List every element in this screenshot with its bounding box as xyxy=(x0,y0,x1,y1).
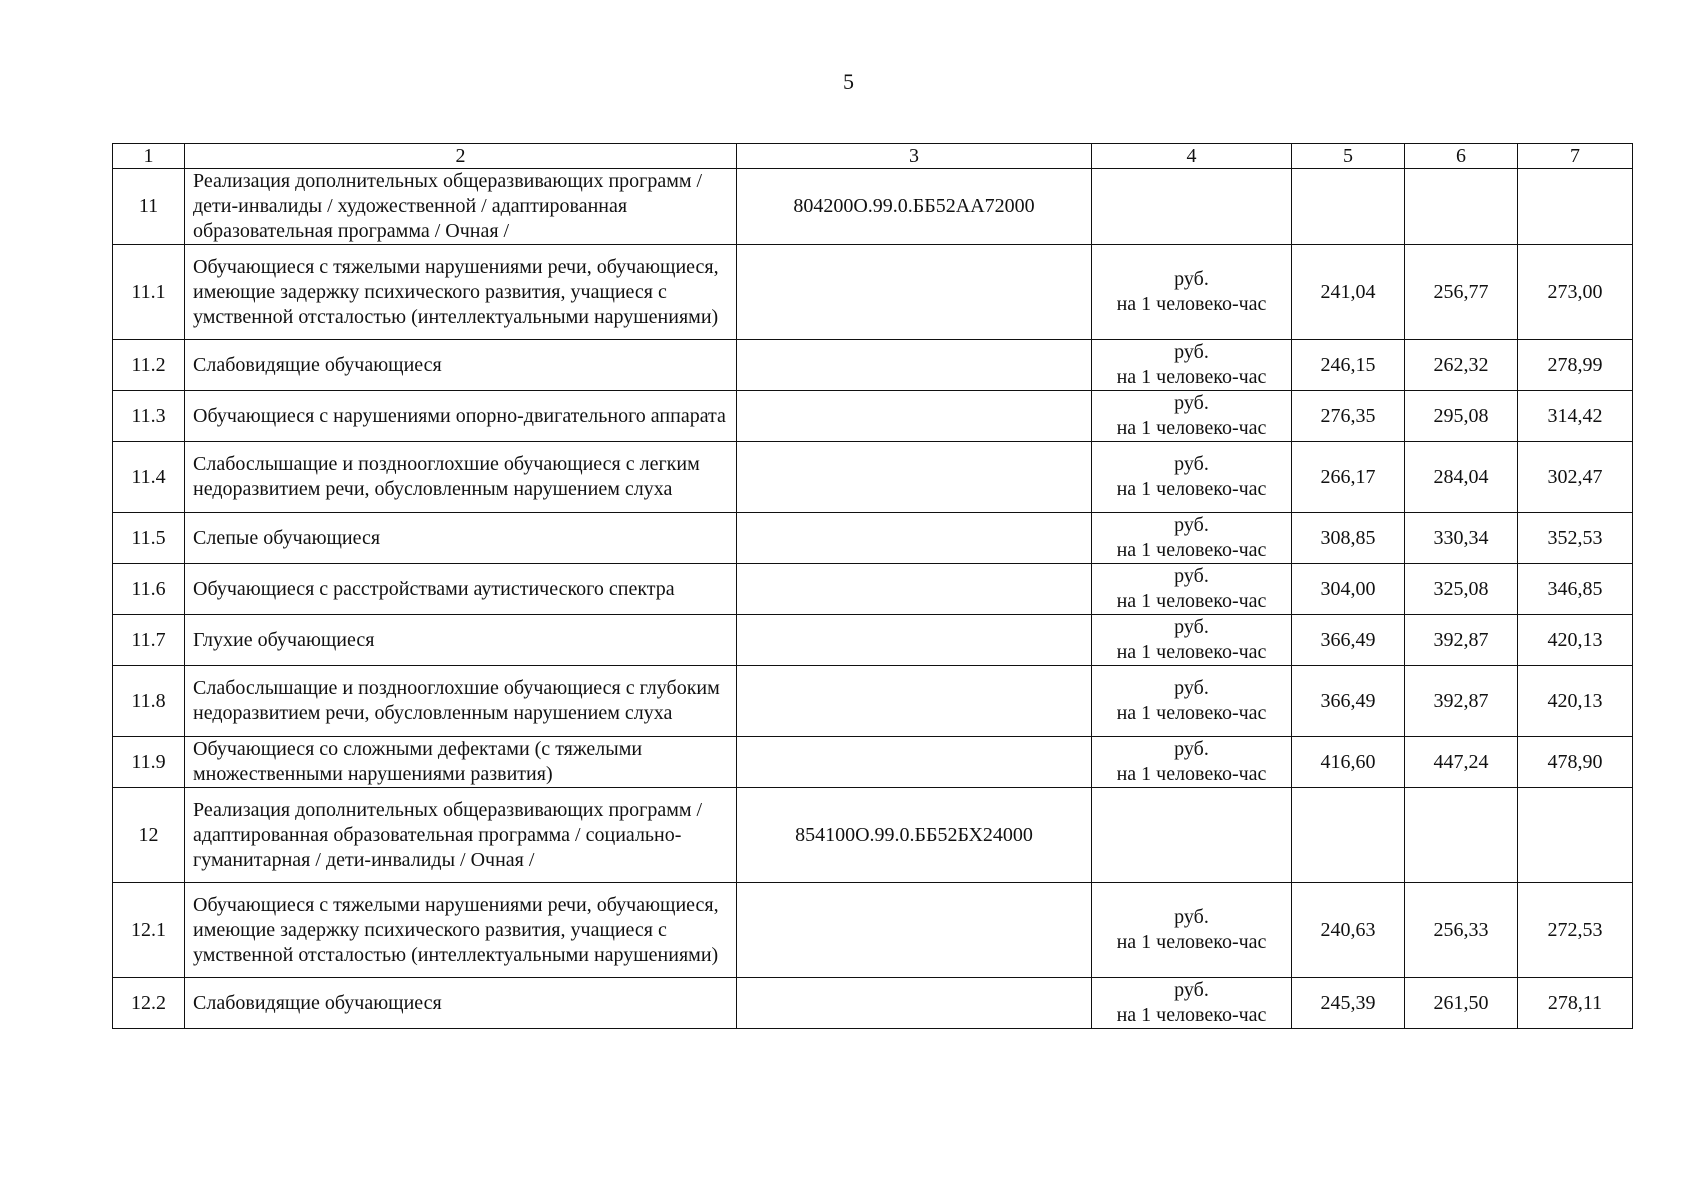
row-number: 11.3 xyxy=(113,391,185,442)
unit-measure: на 1 человеко-час xyxy=(1116,641,1267,663)
table-row xyxy=(113,442,1633,513)
row-number: 11.2 xyxy=(113,340,185,391)
unit-measure: на 1 человеко-час xyxy=(1116,1004,1267,1026)
column-header: 3 xyxy=(737,144,1092,169)
value-col7: 346,85 xyxy=(1518,564,1633,615)
column-header: 4 xyxy=(1092,144,1292,169)
column-header: 1 xyxy=(113,144,185,169)
row-unit xyxy=(1092,391,1292,442)
row-number: 12.2 xyxy=(113,978,185,1029)
value-col5: 366,49 xyxy=(1292,615,1405,666)
value-col5: 266,17 xyxy=(1292,442,1405,513)
value-col6: 447,24 xyxy=(1405,737,1518,788)
column-header: 7 xyxy=(1518,144,1633,169)
row-unit xyxy=(1092,666,1292,737)
row-unit xyxy=(1092,442,1292,513)
value-col5: 276,35 xyxy=(1292,391,1405,442)
table-row xyxy=(113,564,1633,615)
row-code xyxy=(737,513,1092,564)
table-row xyxy=(113,883,1633,978)
row-unit xyxy=(1092,564,1292,615)
row-number: 11.9 xyxy=(113,737,185,788)
row-name: Обучающиеся со сложными дефектами (с тяжелыми множественными нарушениями развития) xyxy=(185,737,737,788)
row-name: Обучающиеся с нарушениями опорно-двигательного аппарата xyxy=(185,391,737,442)
row-unit xyxy=(1092,245,1292,340)
unit-measure: на 1 человеко-час xyxy=(1116,931,1267,953)
row-number: 12 xyxy=(113,788,185,883)
row-unit xyxy=(1092,978,1292,1029)
row-number: 11.6 xyxy=(113,564,185,615)
value-col7 xyxy=(1518,788,1633,883)
value-col6: 256,77 xyxy=(1405,245,1518,340)
value-col6: 261,50 xyxy=(1405,978,1518,1029)
value-col5 xyxy=(1292,788,1405,883)
value-col5: 246,15 xyxy=(1292,340,1405,391)
unit-currency: руб. xyxy=(1174,514,1209,536)
row-unit xyxy=(1092,788,1292,883)
value-col5: 240,63 xyxy=(1292,883,1405,978)
value-col6 xyxy=(1405,788,1518,883)
row-unit xyxy=(1092,340,1292,391)
row-name: Реализация дополнительных общеразвивающих программ / дети-инвалиды / художественной / адаптированная образовательная программа / Очная / xyxy=(185,169,737,245)
value-col7: 478,90 xyxy=(1518,737,1633,788)
value-col6: 256,33 xyxy=(1405,883,1518,978)
value-col5: 366,49 xyxy=(1292,666,1405,737)
unit-currency: руб. xyxy=(1174,341,1209,363)
unit-currency: руб. xyxy=(1174,979,1209,1001)
unit-currency: руб. xyxy=(1174,906,1209,928)
value-col7: 420,13 xyxy=(1518,615,1633,666)
unit-measure: на 1 человеко-час xyxy=(1116,293,1267,315)
table-header-row xyxy=(113,144,1633,169)
row-code xyxy=(737,615,1092,666)
column-header: 6 xyxy=(1405,144,1518,169)
unit-measure: на 1 человеко-час xyxy=(1116,539,1267,561)
row-name: Обучающиеся с расстройствами аутистического спектра xyxy=(185,564,737,615)
row-code xyxy=(737,666,1092,737)
row-code xyxy=(737,391,1092,442)
unit-currency: руб. xyxy=(1174,738,1209,760)
unit-currency: руб. xyxy=(1174,616,1209,638)
row-name: Обучающиеся с тяжелыми нарушениями речи, обучающиеся, имеющие задержку психического развития, учащиеся с умственной отсталостью (интеллектуальными нарушениями) xyxy=(185,245,737,340)
row-name: Слабовидящие обучающиеся xyxy=(185,340,737,391)
value-col6: 392,87 xyxy=(1405,615,1518,666)
row-name: Слабослышащие и позднооглохшие обучающиеся с легким недоразвитием речи, обусловленным нарушением слуха xyxy=(185,442,737,513)
value-col6 xyxy=(1405,169,1518,245)
unit-measure: на 1 человеко-час xyxy=(1116,478,1267,500)
table-row xyxy=(113,340,1633,391)
row-number: 12.1 xyxy=(113,883,185,978)
value-col7: 278,11 xyxy=(1518,978,1633,1029)
table-row xyxy=(113,978,1633,1029)
unit-currency: руб. xyxy=(1174,565,1209,587)
row-code xyxy=(737,883,1092,978)
unit-measure: на 1 человеко-час xyxy=(1116,763,1267,785)
page-number: 5 xyxy=(843,69,854,94)
row-unit xyxy=(1092,615,1292,666)
value-col6: 330,34 xyxy=(1405,513,1518,564)
table-row xyxy=(113,513,1633,564)
row-name: Реализация дополнительных общеразвивающих программ / адаптированная образовательная программа / социально-гуманитарная / дети-инвалиды / Очная / xyxy=(185,788,737,883)
unit-measure: на 1 человеко-час xyxy=(1116,366,1267,388)
row-number: 11 xyxy=(113,169,185,245)
unit-currency: руб. xyxy=(1174,677,1209,699)
table-row xyxy=(113,666,1633,737)
value-col5: 304,00 xyxy=(1292,564,1405,615)
value-col7: 273,00 xyxy=(1518,245,1633,340)
row-unit xyxy=(1092,883,1292,978)
value-col6: 325,08 xyxy=(1405,564,1518,615)
row-code xyxy=(737,564,1092,615)
tariff-table xyxy=(112,143,1633,1029)
unit-measure: на 1 человеко-час xyxy=(1116,590,1267,612)
row-code xyxy=(737,737,1092,788)
table-row xyxy=(113,245,1633,340)
row-number: 11.5 xyxy=(113,513,185,564)
row-name: Слабослышащие и позднооглохшие обучающиеся с глубоким недоразвитием речи, обусловленным нарушением слуха xyxy=(185,666,737,737)
row-unit xyxy=(1092,737,1292,788)
row-code: 804200О.99.0.ББ52АА72000 xyxy=(737,169,1092,245)
table-row xyxy=(113,788,1633,883)
value-col7: 278,99 xyxy=(1518,340,1633,391)
table-row xyxy=(113,169,1633,245)
row-unit xyxy=(1092,169,1292,245)
row-number: 11.1 xyxy=(113,245,185,340)
table-row xyxy=(113,391,1633,442)
value-col6: 262,32 xyxy=(1405,340,1518,391)
value-col6: 392,87 xyxy=(1405,666,1518,737)
value-col7: 272,53 xyxy=(1518,883,1633,978)
row-code xyxy=(737,245,1092,340)
value-col7: 352,53 xyxy=(1518,513,1633,564)
value-col5 xyxy=(1292,169,1405,245)
value-col5: 241,04 xyxy=(1292,245,1405,340)
unit-currency: руб. xyxy=(1174,392,1209,414)
value-col7: 314,42 xyxy=(1518,391,1633,442)
column-header: 5 xyxy=(1292,144,1405,169)
value-col5: 416,60 xyxy=(1292,737,1405,788)
table-row xyxy=(113,737,1633,788)
value-col5: 308,85 xyxy=(1292,513,1405,564)
unit-currency: руб. xyxy=(1174,453,1209,475)
value-col5: 245,39 xyxy=(1292,978,1405,1029)
row-code xyxy=(737,442,1092,513)
column-header: 2 xyxy=(185,144,737,169)
row-code: 854100О.99.0.ББ52БХ24000 xyxy=(737,788,1092,883)
value-col6: 284,04 xyxy=(1405,442,1518,513)
row-number: 11.7 xyxy=(113,615,185,666)
unit-measure: на 1 человеко-час xyxy=(1116,702,1267,724)
row-number: 11.8 xyxy=(113,666,185,737)
row-code xyxy=(737,340,1092,391)
table-row xyxy=(113,615,1633,666)
value-col6: 295,08 xyxy=(1405,391,1518,442)
row-name: Глухие обучающиеся xyxy=(185,615,737,666)
row-code xyxy=(737,978,1092,1029)
row-name: Слепые обучающиеся xyxy=(185,513,737,564)
unit-measure: на 1 человеко-час xyxy=(1116,417,1267,439)
row-unit xyxy=(1092,513,1292,564)
row-number: 11.4 xyxy=(113,442,185,513)
value-col7: 420,13 xyxy=(1518,666,1633,737)
value-col7 xyxy=(1518,169,1633,245)
row-name: Слабовидящие обучающиеся xyxy=(185,978,737,1029)
unit-currency: руб. xyxy=(1174,268,1209,290)
value-col7: 302,47 xyxy=(1518,442,1633,513)
row-name: Обучающиеся с тяжелыми нарушениями речи, обучающиеся, имеющие задержку психического развития, учащиеся с умственной отсталостью (интеллектуальными нарушениями) xyxy=(185,883,737,978)
